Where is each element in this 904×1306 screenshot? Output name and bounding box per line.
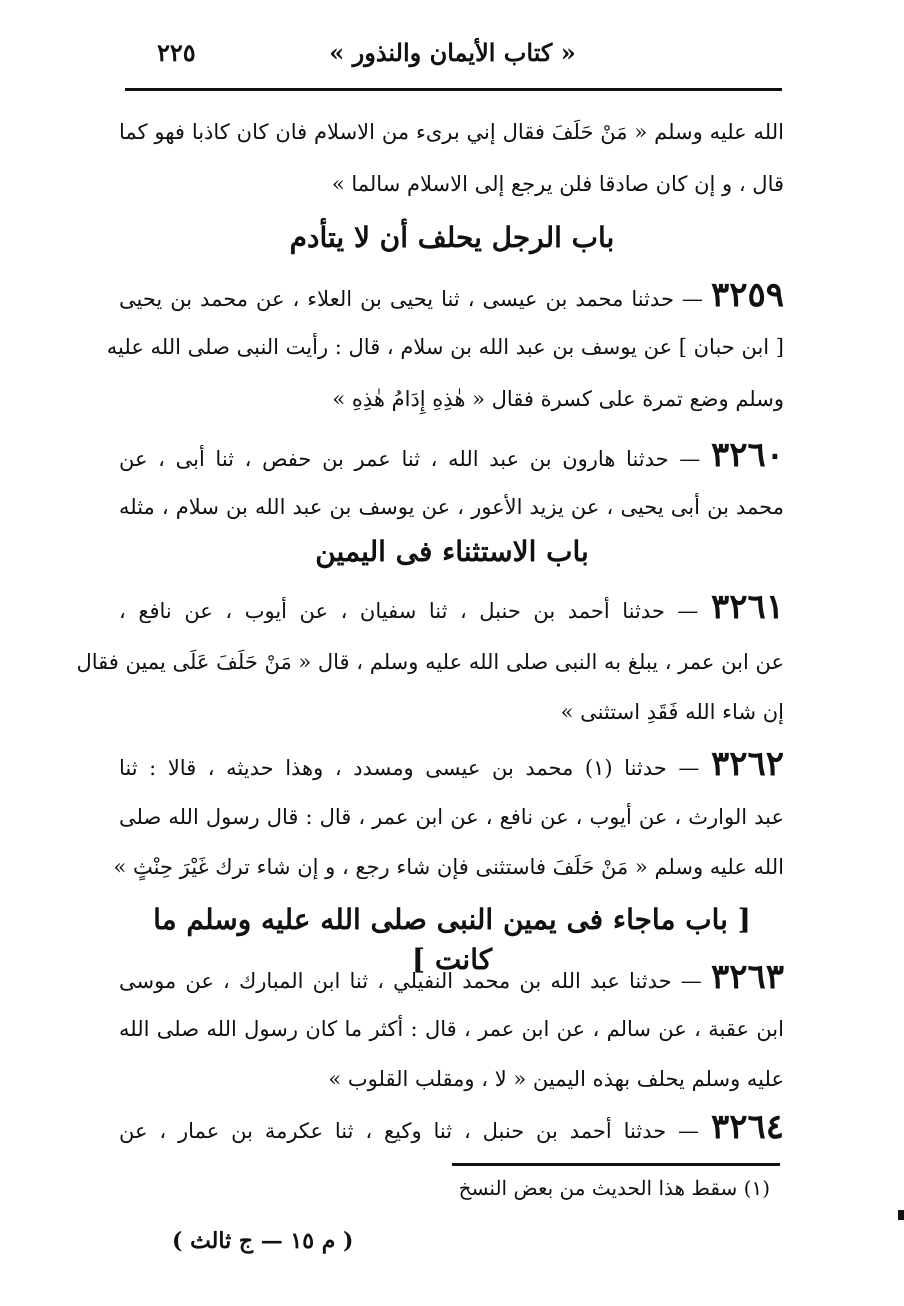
chapter-title: باب الاستثناء فى اليمين (315, 535, 589, 568)
chapter-title: باب الرجل يحلف أن لا يتأدم (289, 221, 615, 254)
text-line: عليه وسلم يحلف بهذه اليمين « لا ، ومقلب القلوب » (328, 1067, 784, 1091)
chapter-title: [ باب ماجاء فى يمين النبى صلى الله عليه وسلم ما كانت ] (153, 903, 751, 976)
text-line: قال ، و إن كان صادقا فلن يرجع إلى الاسلام سالما » (331, 172, 784, 196)
hadith-number: ٣٢٦٠ (710, 435, 784, 475)
text-line: محمد بن أبى يحيى ، عن يزيد الأعور ، عن يوسف بن عبد الله بن سلام ، مثله (119, 495, 784, 519)
hadith-number: ٣٢٥٩ (710, 275, 784, 315)
edge-mark (898, 1210, 904, 1220)
text-line: الله عليه وسلم « مَنْ حَلَفَ فقال إني برىء من الاسلام فان كان كاذبا فهو كما (119, 120, 784, 144)
hadith-text: — حدثنا هارون بن عبد الله ، ثنا عمر بن حفص ، ثنا أبى ، عن (119, 447, 701, 471)
signature-mark: ( م ١٥ — ج ثالث ) (172, 1228, 354, 1254)
text-line: عبد الوارث ، عن أيوب ، عن نافع ، عن ابن عمر ، قال : قال رسول الله صلى (119, 805, 784, 829)
text-line: إن شاء الله فَقَدِ استثنى » (560, 700, 784, 724)
hadith-text: — حدثنا (١) محمد بن عيسى ومسدد ، وهذا حديثه ، قالا : ثنا (119, 756, 700, 780)
hadith-first-line (119, 744, 784, 785)
text-line: ابن عقبة ، عن سالم ، عن ابن عمر ، قال : أكثر ما كان رسول الله صلى الله (119, 1017, 784, 1041)
footnote-rule (452, 1163, 780, 1166)
hadith-first-line (119, 435, 784, 476)
hadith-first-line (119, 1107, 784, 1148)
text-line: عن ابن عمر ، يبلغ به النبى صلى الله عليه وسلم ، قال « مَنْ حَلَفَ عَلَى يمين فقال (76, 650, 784, 674)
hadith-text: — حدثنا عبد الله بن محمد النفيلي ، ثنا ابن المبارك ، عن موسى (119, 969, 702, 993)
hadith-first-line (119, 275, 784, 316)
hadith-number: ٣٢٦٢ (710, 744, 784, 784)
header-rule (125, 88, 782, 91)
hadith-text: — حدثنا أحمد بن حنبل ، ثنا سفيان ، عن أيوب ، عن نافع ، (119, 599, 699, 623)
hadith-number: ٣٢٦٣ (710, 957, 784, 997)
hadith-text: — حدثنا أحمد بن حنبل ، ثنا وكيع ، ثنا عكرمة بن عمار ، عن (119, 1119, 700, 1143)
page-number: ٢٢٥ (157, 38, 196, 67)
hadith-number: ٣٢٦٤ (710, 1107, 784, 1147)
hadith-text: — حدثنا محمد بن عيسى ، ثنا يحيى بن العلاء ، عن محمد بن يحيى (119, 287, 703, 311)
page-header (125, 38, 780, 78)
hadith-first-line (119, 957, 784, 998)
text-line: وسلم وضع تمرة على كسرة فقال « هٰذِهِ إِدَامُ هٰذِهِ » (332, 387, 784, 411)
footnote: (١) سقط هذا الحديث من بعض النسخ (458, 1176, 770, 1200)
text-line: الله عليه وسلم « مَنْ حَلَفَ فاستثنى فإن شاء رجع ، و إن شاء ترك غَيْرَ حِنْثٍ » (113, 855, 784, 879)
text-line: [ ابن حبان ] عن يوسف بن عبد الله بن سلام ، قال : رأيت النبى صلى الله عليه (106, 335, 784, 359)
hadith-number: ٣٢٦١ (710, 587, 784, 627)
hadith-first-line (119, 587, 784, 628)
running-title: « كتاب الأيمان والنذور » (329, 38, 576, 67)
